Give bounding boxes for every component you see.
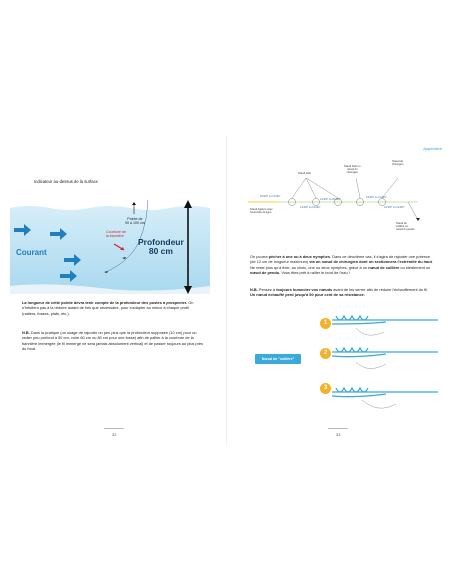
right-paragraph-1 — [250, 254, 434, 276]
rp2-b: Pensez à — [257, 287, 277, 292]
knot1-label: Nœud baril — [298, 172, 311, 175]
rp1-g: ou idéalement un — [399, 264, 431, 270]
tip-length-label — [125, 217, 145, 226]
left-page — [4, 136, 226, 446]
left-para1-bold: La longueur de cette pointe devra tenir compte de la profondeur des postes à prospecter. — [22, 300, 188, 305]
knot3-line1: Nœud du — [392, 160, 404, 163]
knot2-line3: chirurgien — [346, 171, 358, 175]
rp1-c: . Dans ce deuxième cas, il s'agira de rajouter une potence (de 12 cm de longueur maximum) — [250, 254, 431, 265]
curve-label — [106, 230, 126, 239]
segment-5: 12/100° ou 14/100° — [384, 206, 405, 209]
depth-label-line1: Profondeur — [138, 237, 184, 247]
left-page-number: 32 — [112, 432, 117, 437]
tip-label-line2: 90 à 100 cm — [125, 221, 145, 226]
rp2-d: avant de les serrer afin de réduire l'échauffement du fil. — [332, 287, 429, 292]
left-para2-rest: Dans la pratique (un usage de rajouter un peu plus que la profondeur supposée (10 cm) pour un radier peu profond à 50 cm, voire 60 cm ou 80 cm pour une fosse) afin de pallier à la courbure de la bannière immergée (le fil immergé ne sera jamais absolument vertical) et de passer toujours au plus près du fond. — [22, 330, 203, 352]
tip-label-line1: Pointe de — [127, 217, 143, 221]
right-page-number: 33 — [336, 432, 341, 437]
end-note-line3: nœud du pendu — [396, 228, 415, 232]
curve-label-line1: Courbure de — [106, 230, 126, 234]
rp1-b: pêcher à une ou à deux nymphes — [268, 254, 331, 259]
end-knot-note — [396, 222, 414, 231]
spoon-knot-illustration — [326, 310, 446, 420]
rp1-f: nœud de cuillère — [368, 264, 400, 270]
end-note-line1: Nœud de — [396, 222, 407, 225]
step-3-badge: 3 — [320, 383, 331, 394]
ligature-note — [250, 208, 273, 214]
end-note-line2: cuillère ou — [396, 225, 408, 229]
rp2-a: N.B. — [250, 287, 258, 292]
left-page-rule — [104, 428, 124, 429]
step-2-badge: 2 — [320, 348, 331, 359]
spoon-knot-badge: Nœud de "cuillère" — [255, 354, 301, 364]
rp2-e: Un nœud échauffé perd jusqu'à 50 pour cent de sa résistance. — [250, 292, 365, 298]
knot3-label — [392, 160, 403, 166]
right-running-head: Appendice — [423, 146, 442, 151]
left-para1-rest: On n'hésitera pas à la réduire autant de fois que nécessaire, pour s'adapter au mieux à chaque profil (radiers, fosses, plats, etc.). — [22, 300, 194, 316]
surface-indicator-label: Indicateur au-dessus de la surface — [34, 179, 99, 184]
knot2-line1: Nœud baril ou — [344, 165, 361, 168]
segment-3: 14/100° ou 20/100° — [320, 198, 341, 201]
curve-label-line2: la bannière — [106, 234, 124, 239]
segment-4: 14/100° ou 12/100° — [366, 196, 387, 199]
right-paragraph-2 — [250, 287, 434, 298]
rp1-e: . Ne reste plus qu'à fixer, au choix, une ou deux nymphes, grâce à un — [250, 259, 433, 270]
step-1-badge: 1 — [320, 318, 331, 329]
left-paragraph-1 — [22, 300, 204, 316]
rp2-c: toujours humecter vos nœuds — [276, 287, 333, 292]
rp1-h: nœud de pendu — [250, 270, 280, 276]
rp1-i: . Vous êtes prêt à rallier le bord de l'eau ! — [279, 270, 350, 276]
rp1-d: via un nœud de chirurgien dont on sectionnera l'extrémité du haut — [309, 259, 432, 265]
leader-diagram — [248, 158, 434, 238]
ligature-line1: Nœud ligature avec — [250, 208, 273, 211]
knot3-line2: chirurgien — [392, 163, 404, 167]
depth-label — [138, 238, 184, 256]
knot2-label — [344, 165, 360, 174]
ligature-line2: l'extrémité de ligne — [250, 211, 272, 215]
fishing-illustration — [10, 179, 210, 294]
segment-1: 16/100° ou 14/100° — [260, 195, 281, 198]
knot2-line2: nœud du — [347, 168, 358, 172]
left-para2-bold: N.B. — [22, 330, 30, 335]
rp1-a: On pourra — [250, 254, 269, 259]
right-page-rule — [328, 428, 348, 429]
depth-label-line2: 80 cm — [148, 245, 173, 256]
right-page — [228, 136, 450, 446]
left-paragraph-2 — [22, 330, 204, 352]
current-label: Courant — [16, 248, 47, 257]
segment-2: 14/100° ou 16/100° — [300, 206, 321, 209]
gutter — [226, 136, 227, 446]
